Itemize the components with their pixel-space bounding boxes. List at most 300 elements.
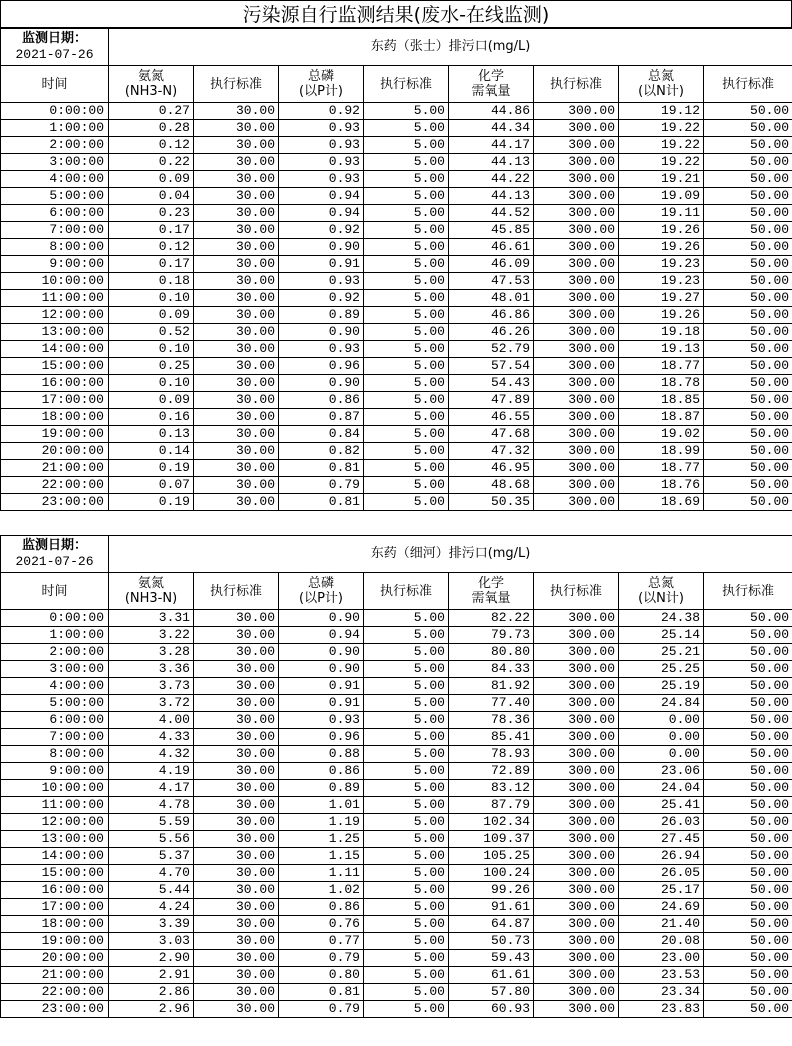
table-row bbox=[1, 256, 792, 273]
value-cell: 50.00 bbox=[704, 610, 792, 627]
value-cell: 46.26 bbox=[449, 324, 534, 341]
table-row bbox=[1, 120, 792, 137]
value-cell: 30.00 bbox=[194, 324, 279, 341]
value-cell: 0.86 bbox=[279, 763, 364, 780]
value-cell: 5.00 bbox=[364, 222, 449, 239]
value-cell: 300.00 bbox=[534, 222, 619, 239]
value-cell: 19.12 bbox=[619, 103, 704, 120]
value-cell: 0.17 bbox=[109, 222, 194, 239]
time-cell: 9:00:00 bbox=[1, 763, 109, 780]
value-cell: 30.00 bbox=[194, 273, 279, 290]
value-cell: 30.00 bbox=[194, 137, 279, 154]
table-row bbox=[1, 797, 792, 814]
table-row bbox=[1, 661, 792, 678]
value-cell: 44.22 bbox=[449, 171, 534, 188]
value-cell: 5.00 bbox=[364, 916, 449, 933]
value-cell: 0.00 bbox=[619, 712, 704, 729]
time-cell: 0:00:00 bbox=[1, 610, 109, 627]
table-row bbox=[1, 882, 792, 899]
value-cell: 5.00 bbox=[364, 460, 449, 477]
value-cell: 1.19 bbox=[279, 814, 364, 831]
value-cell: 47.68 bbox=[449, 426, 534, 443]
table-row bbox=[1, 222, 792, 239]
time-cell: 10:00:00 bbox=[1, 273, 109, 290]
monitoring-table-1 bbox=[0, 28, 792, 511]
value-cell: 5.00 bbox=[364, 712, 449, 729]
table-row bbox=[1, 729, 792, 746]
value-cell: 25.41 bbox=[619, 797, 704, 814]
value-cell: 30.00 bbox=[194, 409, 279, 426]
header-standard bbox=[194, 573, 279, 610]
value-cell: 50.00 bbox=[704, 899, 792, 916]
value-cell: 300.00 bbox=[534, 661, 619, 678]
value-cell: 0.07 bbox=[109, 477, 194, 494]
time-cell: 1:00:00 bbox=[1, 120, 109, 137]
header-ammonia bbox=[109, 573, 194, 610]
value-cell: 0.79 bbox=[279, 477, 364, 494]
value-cell: 18.99 bbox=[619, 443, 704, 460]
header-text: 总氮 bbox=[647, 69, 674, 84]
value-cell: 300.00 bbox=[534, 984, 619, 1001]
value-cell: 50.00 bbox=[704, 222, 792, 239]
value-cell: 1.11 bbox=[279, 865, 364, 882]
table-row bbox=[1, 477, 792, 494]
header-text: (以N计) bbox=[638, 591, 684, 606]
table-row bbox=[1, 814, 792, 831]
value-cell: 5.00 bbox=[364, 882, 449, 899]
value-cell: 61.61 bbox=[449, 967, 534, 984]
value-cell: 48.68 bbox=[449, 477, 534, 494]
table-row bbox=[1, 678, 792, 695]
value-cell: 300.00 bbox=[534, 137, 619, 154]
header-text: 执行标准 bbox=[549, 583, 602, 599]
value-cell: 30.00 bbox=[194, 780, 279, 797]
header-text: (NH3-N) bbox=[124, 591, 178, 606]
header-text: (以P计) bbox=[299, 84, 343, 99]
value-cell: 0.90 bbox=[279, 661, 364, 678]
value-cell: 3.73 bbox=[109, 678, 194, 695]
value-cell: 0.16 bbox=[109, 409, 194, 426]
value-cell: 50.00 bbox=[704, 494, 792, 511]
value-cell: 44.52 bbox=[449, 205, 534, 222]
time-cell: 21:00:00 bbox=[1, 460, 109, 477]
value-cell: 30.00 bbox=[194, 358, 279, 375]
value-cell: 3.22 bbox=[109, 627, 194, 644]
value-cell: 18.87 bbox=[619, 409, 704, 426]
value-cell: 300.00 bbox=[534, 494, 619, 511]
value-cell: 50.35 bbox=[449, 494, 534, 511]
value-cell: 300.00 bbox=[534, 933, 619, 950]
value-cell: 24.04 bbox=[619, 780, 704, 797]
value-cell: 50.00 bbox=[704, 290, 792, 307]
value-cell: 5.00 bbox=[364, 358, 449, 375]
header-text: 执行标准 bbox=[209, 76, 262, 92]
value-cell: 0.22 bbox=[109, 154, 194, 171]
value-cell: 0.18 bbox=[109, 273, 194, 290]
value-cell: 50.00 bbox=[704, 678, 792, 695]
table-row bbox=[1, 610, 792, 627]
value-cell: 30.00 bbox=[194, 882, 279, 899]
value-cell: 50.00 bbox=[704, 409, 792, 426]
value-cell: 1.02 bbox=[279, 882, 364, 899]
value-cell: 3.36 bbox=[109, 661, 194, 678]
time-cell: 17:00:00 bbox=[1, 392, 109, 409]
value-cell: 50.00 bbox=[704, 1001, 792, 1018]
value-cell: 300.00 bbox=[534, 678, 619, 695]
time-cell: 22:00:00 bbox=[1, 477, 109, 494]
table-row bbox=[1, 273, 792, 290]
value-cell: 0.93 bbox=[279, 120, 364, 137]
value-cell: 0.13 bbox=[109, 426, 194, 443]
value-cell: 300.00 bbox=[534, 273, 619, 290]
value-cell: 19.26 bbox=[619, 222, 704, 239]
value-cell: 0.12 bbox=[109, 137, 194, 154]
table-row bbox=[1, 950, 792, 967]
value-cell: 50.00 bbox=[704, 426, 792, 443]
value-cell: 30.00 bbox=[194, 154, 279, 171]
value-cell: 300.00 bbox=[534, 916, 619, 933]
header-text: 化学 bbox=[477, 69, 504, 84]
value-cell: 50.73 bbox=[449, 933, 534, 950]
value-cell: 0.92 bbox=[279, 103, 364, 120]
value-cell: 300.00 bbox=[534, 780, 619, 797]
value-cell: 0.88 bbox=[279, 746, 364, 763]
value-cell: 5.44 bbox=[109, 882, 194, 899]
value-cell: 0.19 bbox=[109, 460, 194, 477]
value-cell: 57.54 bbox=[449, 358, 534, 375]
header-time bbox=[1, 66, 109, 103]
value-cell: 54.43 bbox=[449, 375, 534, 392]
value-cell: 300.00 bbox=[534, 763, 619, 780]
value-cell: 30.00 bbox=[194, 933, 279, 950]
value-cell: 30.00 bbox=[194, 831, 279, 848]
value-cell: 5.00 bbox=[364, 273, 449, 290]
header-text: 总磷 bbox=[307, 69, 334, 84]
value-cell: 4.32 bbox=[109, 746, 194, 763]
value-cell: 0.81 bbox=[279, 984, 364, 1001]
value-cell: 78.93 bbox=[449, 746, 534, 763]
header-standard bbox=[534, 573, 619, 610]
table-row bbox=[1, 1001, 792, 1018]
value-cell: 0.87 bbox=[279, 409, 364, 426]
header-text: 需氧量 bbox=[471, 591, 511, 606]
value-cell: 30.00 bbox=[194, 120, 279, 137]
value-cell: 50.00 bbox=[704, 848, 792, 865]
value-cell: 300.00 bbox=[534, 950, 619, 967]
time-cell: 16:00:00 bbox=[1, 375, 109, 392]
value-cell: 47.53 bbox=[449, 273, 534, 290]
value-cell: 0.80 bbox=[279, 967, 364, 984]
value-cell: 5.00 bbox=[364, 426, 449, 443]
value-cell: 300.00 bbox=[534, 712, 619, 729]
value-cell: 19.22 bbox=[619, 154, 704, 171]
header-standard bbox=[364, 573, 449, 610]
value-cell: 30.00 bbox=[194, 307, 279, 324]
value-cell: 44.17 bbox=[449, 137, 534, 154]
table-row bbox=[1, 324, 792, 341]
value-cell: 300.00 bbox=[534, 358, 619, 375]
value-cell: 50.00 bbox=[704, 154, 792, 171]
value-cell: 5.00 bbox=[364, 307, 449, 324]
header-standard bbox=[704, 573, 792, 610]
value-cell: 46.95 bbox=[449, 460, 534, 477]
header-time bbox=[1, 573, 109, 610]
value-cell: 5.00 bbox=[364, 661, 449, 678]
value-cell: 25.21 bbox=[619, 644, 704, 661]
value-cell: 300.00 bbox=[534, 831, 619, 848]
time-cell: 14:00:00 bbox=[1, 341, 109, 358]
value-cell: 81.92 bbox=[449, 678, 534, 695]
value-cell: 5.00 bbox=[364, 644, 449, 661]
value-cell: 44.13 bbox=[449, 154, 534, 171]
value-cell: 2.91 bbox=[109, 967, 194, 984]
value-cell: 5.00 bbox=[364, 392, 449, 409]
value-cell: 0.93 bbox=[279, 273, 364, 290]
value-cell: 0.04 bbox=[109, 188, 194, 205]
value-cell: 300.00 bbox=[534, 627, 619, 644]
value-cell: 300.00 bbox=[534, 865, 619, 882]
value-cell: 19.09 bbox=[619, 188, 704, 205]
value-cell: 0.93 bbox=[279, 712, 364, 729]
site-row bbox=[1, 536, 792, 573]
header-standard bbox=[364, 66, 449, 103]
time-cell: 5:00:00 bbox=[1, 188, 109, 205]
value-cell: 30.00 bbox=[194, 678, 279, 695]
value-cell: 0.81 bbox=[279, 494, 364, 511]
value-cell: 50.00 bbox=[704, 443, 792, 460]
value-cell: 5.00 bbox=[364, 746, 449, 763]
value-cell: 50.00 bbox=[704, 460, 792, 477]
value-cell: 109.37 bbox=[449, 831, 534, 848]
value-cell: 19.18 bbox=[619, 324, 704, 341]
value-cell: 300.00 bbox=[534, 324, 619, 341]
header-row bbox=[1, 573, 792, 610]
value-cell: 300.00 bbox=[534, 477, 619, 494]
value-cell: 30.00 bbox=[194, 239, 279, 256]
value-cell: 5.00 bbox=[364, 443, 449, 460]
value-cell: 300.00 bbox=[534, 290, 619, 307]
value-cell: 5.00 bbox=[364, 967, 449, 984]
table-row bbox=[1, 848, 792, 865]
value-cell: 18.78 bbox=[619, 375, 704, 392]
table-row bbox=[1, 933, 792, 950]
value-cell: 5.00 bbox=[364, 797, 449, 814]
header-text: 氨氮 bbox=[137, 69, 164, 84]
monitoring-table-2 bbox=[0, 535, 792, 1018]
value-cell: 30.00 bbox=[194, 494, 279, 511]
value-cell: 50.00 bbox=[704, 120, 792, 137]
table-row bbox=[1, 494, 792, 511]
value-cell: 0.76 bbox=[279, 916, 364, 933]
table-row bbox=[1, 375, 792, 392]
value-cell: 3.31 bbox=[109, 610, 194, 627]
time-cell: 13:00:00 bbox=[1, 324, 109, 341]
value-cell: 300.00 bbox=[534, 729, 619, 746]
value-cell: 23.53 bbox=[619, 967, 704, 984]
value-cell: 0.86 bbox=[279, 392, 364, 409]
table-row bbox=[1, 171, 792, 188]
value-cell: 30.00 bbox=[194, 797, 279, 814]
time-cell: 11:00:00 bbox=[1, 797, 109, 814]
value-cell: 5.00 bbox=[364, 729, 449, 746]
table-row bbox=[1, 780, 792, 797]
value-cell: 30.00 bbox=[194, 644, 279, 661]
value-cell: 18.69 bbox=[619, 494, 704, 511]
value-cell: 0.90 bbox=[279, 644, 364, 661]
value-cell: 50.00 bbox=[704, 780, 792, 797]
value-cell: 50.00 bbox=[704, 729, 792, 746]
value-cell: 5.00 bbox=[364, 171, 449, 188]
value-cell: 5.00 bbox=[364, 494, 449, 511]
header-cod bbox=[449, 573, 534, 610]
table-row bbox=[1, 392, 792, 409]
value-cell: 30.00 bbox=[194, 375, 279, 392]
value-cell: 46.09 bbox=[449, 256, 534, 273]
value-cell: 25.17 bbox=[619, 882, 704, 899]
value-cell: 48.01 bbox=[449, 290, 534, 307]
value-cell: 0.10 bbox=[109, 341, 194, 358]
date-value: 2021-07-26 bbox=[15, 554, 94, 569]
value-cell: 84.33 bbox=[449, 661, 534, 678]
value-cell: 25.14 bbox=[619, 627, 704, 644]
header-text: 化学 bbox=[477, 576, 504, 591]
time-cell: 2:00:00 bbox=[1, 137, 109, 154]
table-row bbox=[1, 899, 792, 916]
value-cell: 5.00 bbox=[364, 814, 449, 831]
table-row bbox=[1, 644, 792, 661]
value-cell: 24.84 bbox=[619, 695, 704, 712]
value-cell: 300.00 bbox=[534, 171, 619, 188]
value-cell: 0.90 bbox=[279, 324, 364, 341]
value-cell: 23.06 bbox=[619, 763, 704, 780]
value-cell: 24.38 bbox=[619, 610, 704, 627]
value-cell: 5.00 bbox=[364, 610, 449, 627]
value-cell: 5.00 bbox=[364, 103, 449, 120]
time-cell: 12:00:00 bbox=[1, 307, 109, 324]
value-cell: 5.00 bbox=[364, 899, 449, 916]
value-cell: 50.00 bbox=[704, 477, 792, 494]
value-cell: 5.00 bbox=[364, 137, 449, 154]
header-text: 总磷 bbox=[307, 576, 334, 591]
value-cell: 50.00 bbox=[704, 188, 792, 205]
time-cell: 15:00:00 bbox=[1, 865, 109, 882]
value-cell: 0.00 bbox=[619, 746, 704, 763]
value-cell: 30.00 bbox=[194, 950, 279, 967]
value-cell: 77.40 bbox=[449, 695, 534, 712]
header-text: (NH3-N) bbox=[124, 84, 178, 99]
value-cell: 64.87 bbox=[449, 916, 534, 933]
value-cell: 3.72 bbox=[109, 695, 194, 712]
value-cell: 0.92 bbox=[279, 222, 364, 239]
value-cell: 19.21 bbox=[619, 171, 704, 188]
value-cell: 23.00 bbox=[619, 950, 704, 967]
header-total-nitrogen bbox=[619, 573, 704, 610]
value-cell: 0.77 bbox=[279, 933, 364, 950]
value-cell: 52.79 bbox=[449, 341, 534, 358]
value-cell: 50.00 bbox=[704, 239, 792, 256]
value-cell: 19.23 bbox=[619, 256, 704, 273]
value-cell: 5.00 bbox=[364, 1001, 449, 1018]
time-cell: 9:00:00 bbox=[1, 256, 109, 273]
value-cell: 2.90 bbox=[109, 950, 194, 967]
value-cell: 0.91 bbox=[279, 678, 364, 695]
table-row bbox=[1, 426, 792, 443]
time-cell: 0:00:00 bbox=[1, 103, 109, 120]
value-cell: 0.12 bbox=[109, 239, 194, 256]
table-row bbox=[1, 460, 792, 477]
monitoring-date bbox=[1, 29, 109, 66]
value-cell: 50.00 bbox=[704, 661, 792, 678]
value-cell: 300.00 bbox=[534, 443, 619, 460]
value-cell: 30.00 bbox=[194, 188, 279, 205]
value-cell: 30.00 bbox=[194, 729, 279, 746]
value-cell: 18.85 bbox=[619, 392, 704, 409]
value-cell: 5.00 bbox=[364, 865, 449, 882]
value-cell: 46.86 bbox=[449, 307, 534, 324]
header-text: 执行标准 bbox=[379, 583, 432, 599]
report-title: 污染源自行监测结果(废水-在线监测) bbox=[0, 0, 792, 28]
table-row bbox=[1, 627, 792, 644]
value-cell: 50.00 bbox=[704, 831, 792, 848]
value-cell: 50.00 bbox=[704, 950, 792, 967]
value-cell: 19.22 bbox=[619, 120, 704, 137]
value-cell: 5.00 bbox=[364, 341, 449, 358]
value-cell: 19.27 bbox=[619, 290, 704, 307]
value-cell: 30.00 bbox=[194, 460, 279, 477]
value-cell: 27.45 bbox=[619, 831, 704, 848]
value-cell: 50.00 bbox=[704, 797, 792, 814]
table-row bbox=[1, 341, 792, 358]
value-cell: 50.00 bbox=[704, 307, 792, 324]
table-row bbox=[1, 746, 792, 763]
value-cell: 300.00 bbox=[534, 205, 619, 222]
value-cell: 300.00 bbox=[534, 899, 619, 916]
value-cell: 5.00 bbox=[364, 831, 449, 848]
time-cell: 4:00:00 bbox=[1, 678, 109, 695]
value-cell: 5.00 bbox=[364, 324, 449, 341]
value-cell: 0.90 bbox=[279, 610, 364, 627]
header-cod bbox=[449, 66, 534, 103]
table-row bbox=[1, 239, 792, 256]
header-total-phosphorus bbox=[279, 66, 364, 103]
value-cell: 50.00 bbox=[704, 358, 792, 375]
value-cell: 30.00 bbox=[194, 865, 279, 882]
value-cell: 87.79 bbox=[449, 797, 534, 814]
value-cell: 0.91 bbox=[279, 695, 364, 712]
value-cell: 44.34 bbox=[449, 120, 534, 137]
time-cell: 19:00:00 bbox=[1, 933, 109, 950]
value-cell: 300.00 bbox=[534, 610, 619, 627]
value-cell: 60.93 bbox=[449, 1001, 534, 1018]
table-row bbox=[1, 137, 792, 154]
time-cell: 23:00:00 bbox=[1, 494, 109, 511]
time-cell: 13:00:00 bbox=[1, 831, 109, 848]
value-cell: 5.00 bbox=[364, 375, 449, 392]
header-text: 需氧量 bbox=[471, 84, 511, 99]
time-cell: 22:00:00 bbox=[1, 984, 109, 1001]
value-cell: 5.00 bbox=[364, 984, 449, 1001]
time-cell: 20:00:00 bbox=[1, 443, 109, 460]
value-cell: 19.26 bbox=[619, 307, 704, 324]
value-cell: 0.84 bbox=[279, 426, 364, 443]
value-cell: 25.19 bbox=[619, 678, 704, 695]
value-cell: 4.00 bbox=[109, 712, 194, 729]
table-row bbox=[1, 916, 792, 933]
value-cell: 50.00 bbox=[704, 984, 792, 1001]
value-cell: 300.00 bbox=[534, 103, 619, 120]
header-text: 执行标准 bbox=[722, 76, 775, 92]
value-cell: 0.10 bbox=[109, 290, 194, 307]
